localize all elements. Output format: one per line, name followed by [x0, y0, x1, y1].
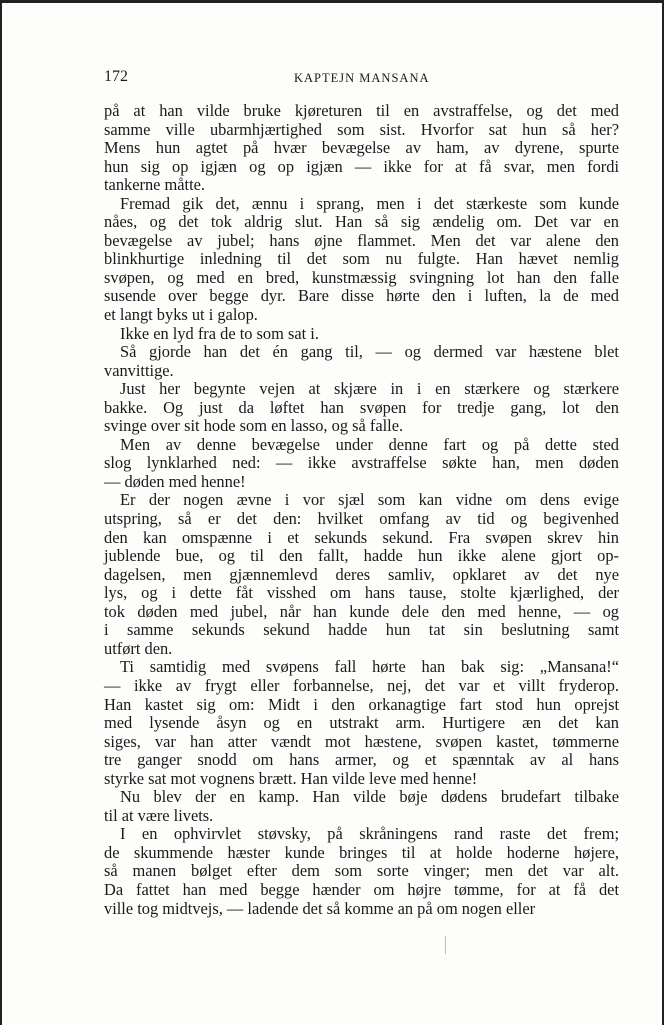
text-line: blinkhurtige inledning til det som nu fulgte. Han hævet nemlig — [104, 249, 619, 269]
text-line: nåes, og det tok aldrig slut. Han så sig ændelig om. Det var en — [104, 212, 619, 232]
text-line: Er der nogen ævne i vor sjæl som kan vidne om dens evige — [120, 490, 619, 510]
text-line: dagelsen, men gjænnemlevd deres samliv, opklaret av det nye — [104, 564, 619, 584]
text-line: Ti samtidig med svøpens fall hørte han bak sig: „Mansana!“ — [120, 657, 619, 677]
text-line: ville tog midtvejs, — ladende det så komme an på om nogen eller — [104, 898, 536, 918]
body-text — [104, 102, 619, 918]
text-line: den kan omspænne i et sekunds sekund. Fra svøpen skrev hin — [104, 527, 619, 547]
text-line: de skummende hæster kunde bringes til at holde hoderne højere, — [104, 842, 619, 862]
text-line: tankerne måtte. — [104, 175, 206, 195]
text-line: Fremad gik det, ænnu i sprang, men i det stærkeste som kunde — [120, 193, 619, 213]
text-line: lys, og i dette fåt visshed om hans tause, stolte kjærlighed, der — [104, 583, 619, 603]
text-line: — døden med henne! — [104, 471, 246, 491]
text-line: Men av denne bevægelse under denne fart og på dette sted — [120, 434, 619, 454]
page-header — [104, 68, 620, 92]
text-line: tre ganger snodd om hans armer, og et spænntak av al hans — [104, 750, 619, 770]
text-line: med lysende åsyn og en utstrakt arm. Hurtigere æn det kan — [104, 713, 619, 733]
text-line: susende over begge dyr. Bare disse hørte den i luften, la de med — [104, 286, 619, 306]
text-line: et langt byks ut i galop. — [104, 305, 258, 325]
text-line: slog lynklarhed ned: — ikke avstraffelse søkte han, men døden — [104, 453, 619, 473]
text-line: på at han vilde bruke kjøreturen til en avstraffelse, og det med — [104, 101, 619, 120]
text-line: samme ville ubarmhjærtighed som sist. Hvorfor sat hun så her? — [104, 119, 619, 139]
text-line: jublende bue, og til den fallt, hadde hun ikke alene gjort op- — [104, 546, 619, 566]
text-line: svøpen, og med en bred, kunstmæssig svingning lot han den falle — [104, 267, 619, 287]
text-line: bevægelse av jubel; hans øjne flammet. Men det var alene den — [104, 230, 619, 250]
scan-edge-top — [0, 0, 664, 3]
text-line: så manen bølget efter dem som sorte vinger; men det var alt. — [104, 861, 619, 881]
text-line: — ikke av frygt eller forbannelse, nej, det var et villt fryderop. — [104, 675, 619, 695]
text-line: Mens hun agtet på hvær bevægelse av ham, av dyrene, spurte — [104, 138, 619, 158]
text-line: I en ophvirvlet støvsky, på skråningens rand raste det frem; — [120, 824, 619, 844]
text-line: utført den. — [104, 638, 173, 658]
text-line: tok døden med jubel, når han kunde dele den med henne, — og — [104, 601, 619, 621]
scan-edge-left — [0, 0, 2, 1025]
scan-mark — [445, 936, 446, 954]
page-number: 172 — [104, 68, 128, 85]
text-line: styrke sat mot vognens brætt. Han vilde leve med henne! — [104, 768, 478, 788]
text-line: bakke. Og just da løftet han svøpen for tredje gang, lot den — [104, 397, 619, 417]
text-line: i samme sekunds sekund hadde hun tat sin beslutning samt — [104, 620, 619, 640]
text-line: siges, var han atter vændt mot hæstene, svøpen kastet, tømmerne — [104, 731, 619, 751]
text-line: Ikke en lyd fra de to som sat i. — [120, 323, 319, 343]
text-line: svinge over sit hode som en lasso, og så falle. — [104, 416, 404, 436]
text-line: til at være livets. — [104, 805, 214, 825]
text-line: hun sig op igjæn og op igjæn — ikke for at få svar, men fordi — [104, 156, 619, 176]
text-line: Han kastet sig om: Midt i den orkanagtige fart stod hun oprejst — [104, 694, 619, 714]
text-line: Da fattet han med begge hænder om højre tømme, for at få det — [104, 879, 619, 899]
text-line: Så gjorde han det én gang til, — og dermed var hæstene blet — [120, 342, 619, 362]
text-line: utspring, så er det den: hvilket omfang av tid og begivenhed — [104, 509, 619, 529]
text-line: Just her begynte vejen at skjære in i en stærkere og stærkere — [120, 379, 619, 399]
text-line: Nu blev der en kamp. Han vilde bøje dødens brudefart tilbake — [120, 787, 619, 807]
running-title: KAPTEJN MANSANA — [294, 71, 430, 85]
text-line: vanvittige. — [104, 360, 174, 380]
